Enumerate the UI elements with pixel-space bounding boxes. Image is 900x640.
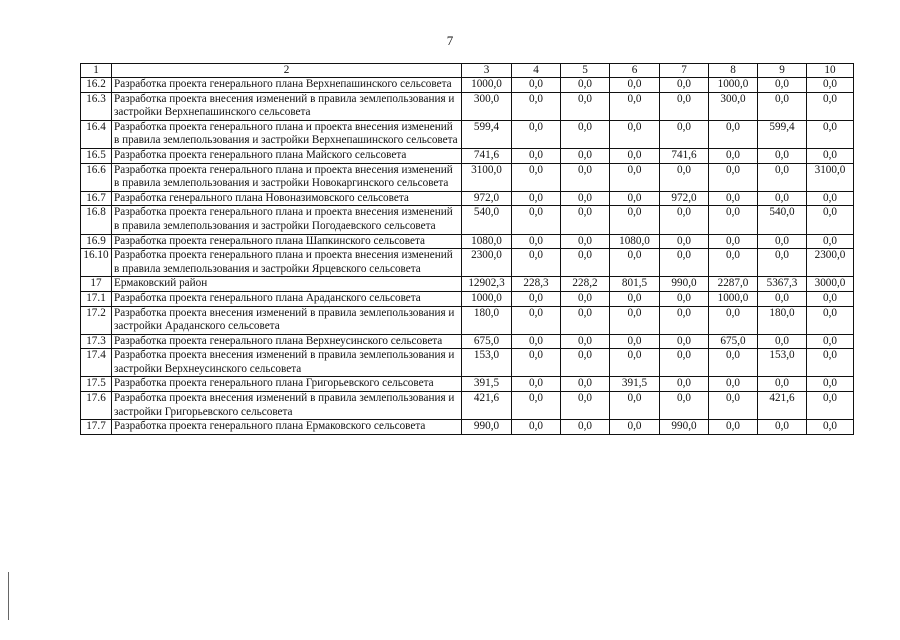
value-cell: 0,0 [807,206,854,234]
value-cell: 0,0 [807,78,854,93]
value-cell: 675,0 [709,334,758,349]
row-name-cell: Разработка проекта генерального плана и проекта внесения изменений в правила землепользования и застройки Новокаргинского сельсовета [112,163,462,191]
row-number-cell: 17 [81,277,112,292]
value-cell: 0,0 [512,78,561,93]
column-header: 6 [610,64,660,78]
row-name-cell: Разработка проекта генерального плана Майского сельсовета [112,148,462,163]
value-cell: 228,3 [512,277,561,292]
column-header: 9 [758,64,807,78]
row-name-cell: Разработка проекта генерального плана Ермаковского сельсовета [112,420,462,435]
value-cell: 0,0 [709,120,758,148]
value-cell: 599,4 [462,120,512,148]
value-cell: 990,0 [462,420,512,435]
value-cell: 0,0 [660,92,709,120]
column-header: 10 [807,64,854,78]
value-cell: 0,0 [512,163,561,191]
row-name-cell: Разработка проекта внесения изменений в правила землепользования и застройки Верхнеусинского сельсовета [112,349,462,377]
value-cell: 421,6 [462,392,512,420]
value-cell: 0,0 [709,392,758,420]
table-row [81,191,854,206]
value-cell: 0,0 [758,234,807,249]
value-cell: 0,0 [610,206,660,234]
value-cell: 0,0 [512,234,561,249]
value-cell: 0,0 [561,377,610,392]
value-cell: 990,0 [660,420,709,435]
row-number-cell: 17.3 [81,334,112,349]
value-cell: 0,0 [512,349,561,377]
value-cell: 0,0 [561,306,610,334]
value-cell: 0,0 [709,206,758,234]
value-cell: 0,0 [512,206,561,234]
value-cell: 0,0 [709,306,758,334]
row-number-cell: 16.2 [81,78,112,93]
row-number-cell: 16.4 [81,120,112,148]
row-number-cell: 17.6 [81,392,112,420]
value-cell: 540,0 [462,206,512,234]
table-row [81,334,854,349]
value-cell: 0,0 [807,420,854,435]
column-header: 4 [512,64,561,78]
value-cell: 0,0 [807,120,854,148]
value-cell: 300,0 [462,92,512,120]
value-cell: 0,0 [512,120,561,148]
value-cell: 0,0 [610,420,660,435]
value-cell: 2300,0 [807,249,854,277]
value-cell: 153,0 [758,349,807,377]
value-cell: 0,0 [660,78,709,93]
value-cell: 0,0 [561,148,610,163]
table-row [81,277,854,292]
value-cell: 0,0 [610,148,660,163]
row-number-cell: 16.8 [81,206,112,234]
row-name-cell: Разработка проекта внесения изменений в правила землепользования и застройки Араданского сельсовета [112,306,462,334]
value-cell: 0,0 [512,392,561,420]
value-cell: 0,0 [561,392,610,420]
value-cell: 0,0 [561,78,610,93]
scan-edge-mark [8,572,9,620]
value-cell: 0,0 [512,92,561,120]
value-cell: 0,0 [512,377,561,392]
value-cell: 180,0 [462,306,512,334]
value-cell: 0,0 [512,334,561,349]
column-header: 7 [660,64,709,78]
row-number-cell: 16.9 [81,234,112,249]
value-cell: 972,0 [660,191,709,206]
value-cell: 0,0 [660,163,709,191]
value-cell: 0,0 [807,291,854,306]
value-cell: 0,0 [561,349,610,377]
column-header: 2 [112,64,462,78]
row-name-cell: Разработка проекта генерального плана и проекта внесения изменений в правила землепользования и застройки Верхнепашинского сельсовета [112,120,462,148]
value-cell: 0,0 [758,334,807,349]
value-cell: 0,0 [610,78,660,93]
row-number-cell: 17.2 [81,306,112,334]
value-cell: 0,0 [561,334,610,349]
table-row [81,392,854,420]
table-row [81,206,854,234]
table-row [81,120,854,148]
row-name-cell: Разработка генерального плана Новоназимовского сельсовета [112,191,462,206]
value-cell: 0,0 [807,92,854,120]
value-cell: 0,0 [807,148,854,163]
value-cell: 0,0 [758,420,807,435]
value-cell: 0,0 [709,249,758,277]
row-name-cell: Разработка проекта генерального плана и проекта внесения изменений в правила землепользования и застройки Ярцевского сельсовета [112,249,462,277]
value-cell: 421,6 [758,392,807,420]
value-cell: 1000,0 [709,291,758,306]
column-header: 5 [561,64,610,78]
value-cell: 180,0 [758,306,807,334]
row-name-cell: Разработка проекта генерального плана Верхнепашинского сельсовета [112,78,462,93]
value-cell: 0,0 [709,234,758,249]
value-cell: 0,0 [561,120,610,148]
value-cell: 801,5 [610,277,660,292]
value-cell: 0,0 [758,92,807,120]
value-cell: 0,0 [660,120,709,148]
value-cell: 0,0 [561,291,610,306]
row-name-cell: Разработка проекта внесения изменений в правила землепользования и застройки Верхнепашинского сельсовета [112,92,462,120]
value-cell: 990,0 [660,277,709,292]
value-cell: 0,0 [758,78,807,93]
value-cell: 741,6 [660,148,709,163]
value-cell: 0,0 [709,148,758,163]
value-cell: 0,0 [561,163,610,191]
column-header: 1 [81,64,112,78]
value-cell: 0,0 [512,249,561,277]
value-cell: 0,0 [807,392,854,420]
value-cell: 0,0 [660,291,709,306]
row-name-cell: Разработка проекта генерального плана Араданского сельсовета [112,291,462,306]
value-cell: 228,2 [561,277,610,292]
column-header: 3 [462,64,512,78]
value-cell: 0,0 [512,420,561,435]
row-number-cell: 16.5 [81,148,112,163]
page-number: 7 [446,33,454,48]
value-cell: 0,0 [610,334,660,349]
value-cell: 0,0 [610,163,660,191]
value-cell: 0,0 [610,306,660,334]
value-cell: 0,0 [610,249,660,277]
value-cell: 0,0 [610,92,660,120]
value-cell: 0,0 [561,420,610,435]
table-row [81,249,854,277]
value-cell: 0,0 [660,334,709,349]
table-row [81,92,854,120]
value-cell: 0,0 [660,349,709,377]
value-cell: 0,0 [807,234,854,249]
value-cell: 3100,0 [807,163,854,191]
table-header-row [81,64,854,78]
value-cell: 599,4 [758,120,807,148]
value-cell: 0,0 [807,334,854,349]
value-cell: 0,0 [561,249,610,277]
row-name-cell: Разработка проекта генерального плана Шапкинского сельсовета [112,234,462,249]
row-name-cell: Разработка проекта генерального плана и проекта внесения изменений в правила землепользования и застройки Погодаевского сельсовета [112,206,462,234]
row-number-cell: 16.3 [81,92,112,120]
value-cell: 0,0 [512,306,561,334]
value-cell: 0,0 [610,191,660,206]
value-cell: 153,0 [462,349,512,377]
value-cell: 0,0 [561,234,610,249]
table-row [81,78,854,93]
value-cell: 0,0 [610,349,660,377]
value-cell: 0,0 [807,377,854,392]
column-header: 8 [709,64,758,78]
table-row [81,306,854,334]
value-cell: 0,0 [758,148,807,163]
row-name-cell: Ермаковский район [112,277,462,292]
value-cell: 0,0 [758,377,807,392]
row-number-cell: 16.6 [81,163,112,191]
value-cell: 0,0 [709,191,758,206]
value-cell: 3000,0 [807,277,854,292]
value-cell: 5367,3 [758,277,807,292]
value-cell: 540,0 [758,206,807,234]
row-number-cell: 17.7 [81,420,112,435]
value-cell: 0,0 [807,306,854,334]
value-cell: 0,0 [512,291,561,306]
value-cell: 1000,0 [709,78,758,93]
value-cell: 1000,0 [462,291,512,306]
value-cell: 0,0 [610,291,660,306]
table-row [81,291,854,306]
row-name-cell: Разработка проекта генерального плана Григорьевского сельсовета [112,377,462,392]
value-cell: 2300,0 [462,249,512,277]
value-cell: 0,0 [660,234,709,249]
value-cell: 3100,0 [462,163,512,191]
table-row [81,163,854,191]
value-cell: 0,0 [807,349,854,377]
row-number-cell: 16.7 [81,191,112,206]
table-row [81,420,854,435]
table-row [81,377,854,392]
row-number-cell: 17.1 [81,291,112,306]
value-cell: 300,0 [709,92,758,120]
value-cell: 675,0 [462,334,512,349]
value-cell: 1080,0 [610,234,660,249]
value-cell: 0,0 [660,206,709,234]
value-cell: 0,0 [709,420,758,435]
value-cell: 0,0 [807,191,854,206]
value-cell: 0,0 [660,392,709,420]
value-cell: 0,0 [758,291,807,306]
row-number-cell: 17.5 [81,377,112,392]
value-cell: 972,0 [462,191,512,206]
value-cell: 0,0 [709,163,758,191]
value-cell: 0,0 [660,306,709,334]
value-cell: 391,5 [610,377,660,392]
value-cell: 0,0 [660,249,709,277]
value-cell: 741,6 [462,148,512,163]
value-cell: 0,0 [561,92,610,120]
value-cell: 1000,0 [462,78,512,93]
table-row [81,234,854,249]
row-number-cell: 17.4 [81,349,112,377]
value-cell: 0,0 [610,120,660,148]
value-cell: 0,0 [512,148,561,163]
row-number-cell: 16.10 [81,249,112,277]
value-cell: 0,0 [758,249,807,277]
value-cell: 0,0 [512,191,561,206]
row-name-cell: Разработка проекта внесения изменений в правила землепользования и застройки Григорьевского сельсовета [112,392,462,420]
value-cell: 0,0 [758,163,807,191]
table-row [81,148,854,163]
value-cell: 0,0 [610,392,660,420]
value-cell: 0,0 [660,377,709,392]
table-row [81,349,854,377]
value-cell: 391,5 [462,377,512,392]
value-cell: 0,0 [709,349,758,377]
value-cell: 0,0 [561,206,610,234]
value-cell: 0,0 [561,191,610,206]
value-cell: 0,0 [709,377,758,392]
budget-table [80,63,854,435]
value-cell: 12902,3 [462,277,512,292]
value-cell: 1080,0 [462,234,512,249]
value-cell: 0,0 [758,191,807,206]
row-name-cell: Разработка проекта генерального плана Верхнеусинского сельсовета [112,334,462,349]
value-cell: 2287,0 [709,277,758,292]
